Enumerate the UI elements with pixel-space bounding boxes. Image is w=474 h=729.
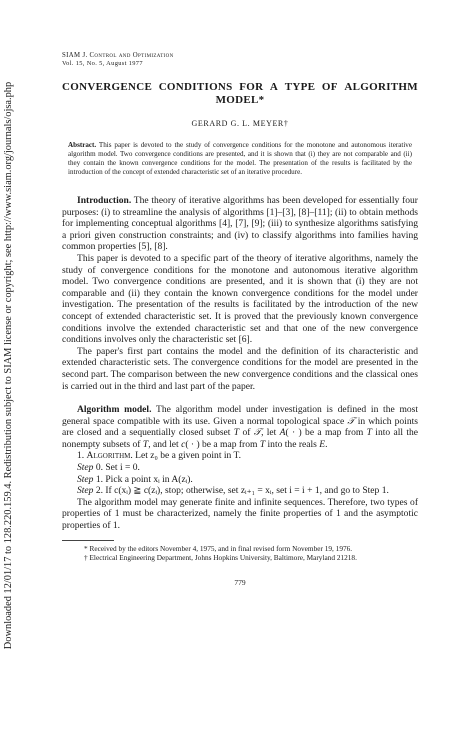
title-line-2: MODEL* (215, 94, 265, 106)
algorithm-text: . Let z₀ be a given point in T. (130, 450, 242, 462)
text-run: in which points are closed and a sequentially closed subset (62, 415, 418, 439)
author-name: GERARD G. L. MEYER† (191, 119, 289, 128)
math-symbol: E (319, 438, 326, 450)
intro-paragraph-2: This paper is devoted to a specific part of the theory of iterative algorithms, namely the study of convergence conditions for the monotone and autonomous iterative algorithm model. Two convergence conditions are presented, and it is shown that (i) they are not comparable and (ii) they contain the known convergence conditions for the model under investigation. The presentation of the results is facilitated by the introduction of the new concept of extended characteristic set. It is proved that the previously known convergence conditions involve the extended characteristic set and that one of the new convergence conditions involves only the characteristic set [6]. (62, 252, 418, 346)
abstract (68, 141, 412, 177)
step-text: 0. Set i = 0. (93, 462, 140, 474)
math-symbol: T (366, 427, 372, 439)
text-run: , let (261, 427, 280, 439)
text-run: ( · ) be a map from (285, 427, 367, 439)
title-word: CONVERGENCE (62, 81, 153, 93)
paper-title (62, 81, 418, 107)
intro-paragraph-3: The paper's first part contains the model and the definition of its characteristic and extended characteristic sets. The convergence conditions for the model are presented in the second part. The comparison between the new convergence conditions and the classical ones is carried out in the third and last part of the paper. (62, 345, 418, 392)
journal-volume: Vol. 15, No. 5, August 1977 (62, 60, 143, 67)
intro-heading: Introduction. (77, 195, 132, 206)
algorithm-model-paragraph-2: The algorithm model may generate finite and infinite sequences. Therefore, two types of properties of 1 must be characterized, namely the finite properties of 1 and the asymptotic properties of 1. (62, 496, 418, 532)
footnotes (62, 544, 418, 562)
abstract-label: Abstract. (68, 141, 97, 149)
math-symbol: c (181, 438, 186, 450)
math-symbol: T (233, 427, 240, 439)
title-word: A (269, 81, 279, 93)
algorithm-definition (62, 450, 418, 462)
algorithm-model-heading: Algorithm model. (77, 404, 152, 416)
step-label: Step (77, 485, 94, 497)
step-label: Step (77, 462, 94, 474)
algorithm-number: 1. (77, 450, 87, 462)
title-line-1 (62, 81, 418, 94)
footnote-affiliation: † Electrical Engineering Department, Johns Hopkins University, Baltimore, Maryland 21218. (84, 552, 357, 562)
footnote-received: * Received by the editors November 4, 1975, and in final revised form November 19, 1976. (84, 543, 353, 553)
text-run: , and let (148, 438, 182, 450)
algorithm-label: Algorithm (86, 450, 131, 462)
text-run: The algorithm model under investigation is defined in the most general space compatible with its use. Given a normal topological space (62, 404, 419, 427)
text-run: into the reals (265, 438, 320, 450)
title-word: FOR (239, 81, 264, 93)
download-notice-text: Downloaded 12/01/17 to 128.220.159.4. Redistribution subject to SIAM license or copyright; see http://www.siam.org/journals/ojsa.php (3, 81, 15, 649)
math-symbol: T (259, 438, 266, 450)
title-word: CONDITIONS (158, 81, 233, 93)
journal-header (62, 52, 418, 68)
download-notice-sidebar (2, 60, 16, 670)
intro-paragraph-1 (62, 195, 418, 253)
footnote-rule (62, 540, 114, 541)
journal-name: SIAM J. Control and Optimization (62, 52, 174, 59)
abstract-text: This paper is devoted to the study of convergence conditions for the monotone and autonomous iterative algorithm model. Two convergence conditions are presented, and it is shown that (i) they are not comparable and (ii) they contain the known convergence conditions for the model. The presentation of the results is facilitated by the introduction of the concept of extended characteristic set of an iterative procedure. (68, 141, 412, 176)
title-word: ALGORITHM (344, 81, 418, 93)
intro-p1-text: The theory of iterative algorithms has been developed for essentially four purposes: (i) to streamline the analysis of algorithms [1]–[3], [8]–[11]; (ii) to obtain methods for implementing conceptual algorithms [4], [7], [9]; (iii) to synthesize algorithms satisfying a priori given construction constraints; and (iv) to classify algorithms into families having common properties [5], [8]. (62, 195, 418, 253)
text-run: . (325, 438, 328, 450)
step-text: 2. If c(xᵢ) ≧ c(zᵢ), stop; otherwise, set zᵢ₊₁ = xᵢ, set i = i + 1, and go to Step 1. (93, 485, 389, 497)
title-word: OF (321, 81, 338, 93)
text-run: into all the nonempty subsets of (62, 427, 419, 450)
math-symbol: 𝒯 (253, 427, 262, 439)
body-text (62, 195, 418, 532)
math-symbol: T (142, 438, 149, 450)
page-number: 779 (234, 577, 246, 587)
math-symbol: 𝒯 (347, 415, 355, 427)
algorithm-step-2 (62, 485, 418, 497)
title-word: TYPE (284, 81, 316, 93)
algorithm-model-paragraph-1 (62, 404, 418, 450)
algorithm-step-0 (62, 462, 418, 474)
step-label: Step (77, 473, 94, 485)
text-run: of (239, 427, 254, 439)
paper-page (62, 52, 418, 587)
step-text: 1. Pick a point xᵢ in A(zᵢ). (93, 473, 193, 485)
algorithm-step-1 (62, 474, 418, 486)
text-run: ( · ) be a map from (185, 438, 260, 450)
math-symbol: A (279, 427, 286, 439)
